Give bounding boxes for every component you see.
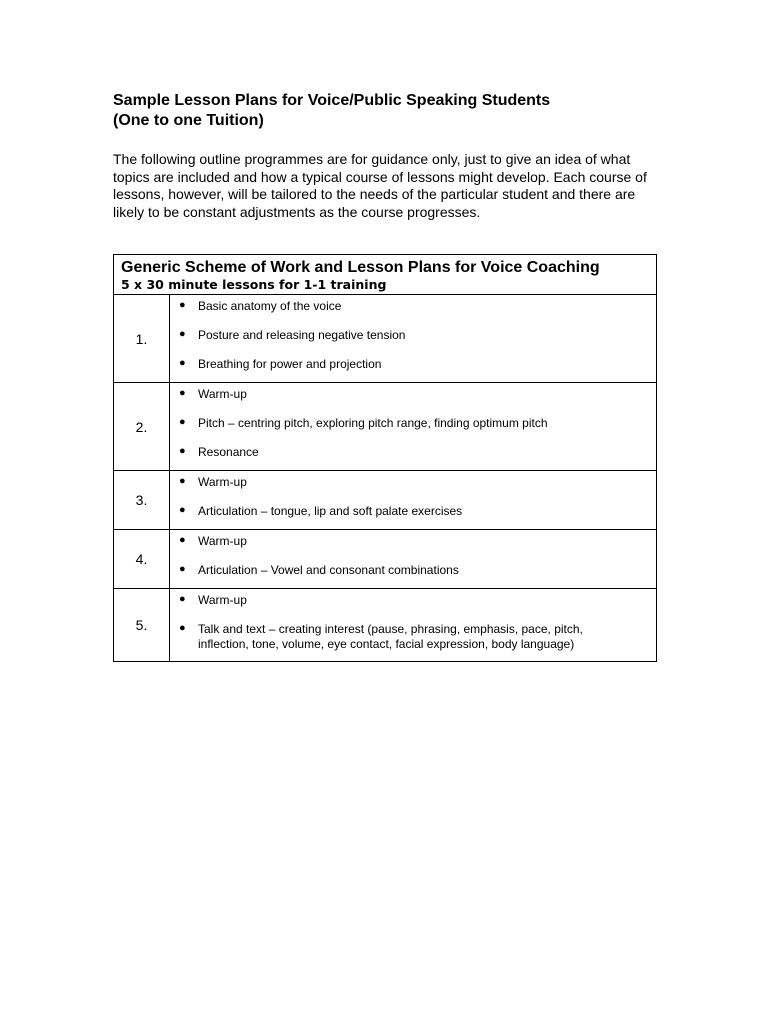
lesson-row bbox=[114, 589, 657, 662]
lesson-item-text: Warm-up bbox=[198, 387, 247, 401]
lesson-item bbox=[170, 357, 656, 372]
bullet-icon: ● bbox=[179, 416, 186, 428]
lesson-item-text: Breathing for power and projection bbox=[198, 357, 382, 371]
lesson-item bbox=[170, 475, 656, 490]
lesson-item-text: Articulation – tongue, lip and soft palate exercises bbox=[198, 504, 463, 518]
lesson-item-text: Posture and releasing negative tension bbox=[198, 328, 406, 342]
lesson-row bbox=[114, 295, 657, 383]
document-title-line-2: (One to one Tuition) bbox=[113, 112, 264, 129]
lesson-item-list bbox=[170, 475, 656, 519]
intro-paragraph: The following outline programmes are for guidance only, just to give an idea of what topics are included and how a typical course of lessons might develop. Each course of lessons, however, will be tailored to the needs of the particular student and there are likely to be constant adjustments as the course progresses. bbox=[113, 151, 647, 220]
lesson-item bbox=[170, 622, 656, 652]
bullet-icon: ● bbox=[179, 475, 186, 487]
lesson-item-list bbox=[170, 299, 656, 372]
bullet-icon: ● bbox=[179, 563, 186, 575]
lesson-item-text: Resonance bbox=[198, 445, 259, 459]
lesson-item bbox=[170, 445, 656, 460]
lesson-item bbox=[170, 504, 656, 519]
bullet-icon: ● bbox=[179, 445, 186, 457]
lesson-item-list bbox=[170, 387, 656, 460]
bullet-icon: ● bbox=[179, 534, 186, 546]
lesson-items-cell bbox=[170, 530, 657, 589]
lesson-item bbox=[170, 534, 656, 549]
lesson-items-cell bbox=[170, 295, 657, 383]
bullet-icon: ● bbox=[179, 622, 186, 634]
lesson-item-text: Warm-up bbox=[198, 534, 247, 548]
bullet-icon: ● bbox=[179, 504, 186, 516]
table-header-row bbox=[114, 255, 657, 295]
lesson-number: 4. bbox=[114, 530, 170, 589]
document-title-line-1: Sample Lesson Plans for Voice/Public Speaking Students bbox=[113, 92, 551, 109]
lesson-item-list bbox=[170, 534, 656, 578]
lesson-row bbox=[114, 471, 657, 530]
lesson-number: 1. bbox=[114, 295, 170, 383]
table-heading: Generic Scheme of Work and Lesson Plans for Voice Coaching bbox=[121, 259, 600, 276]
lesson-items-cell bbox=[170, 589, 657, 662]
lesson-item bbox=[170, 387, 656, 402]
lesson-item bbox=[170, 328, 656, 343]
lesson-item bbox=[170, 299, 656, 314]
lesson-item-text: Articulation – Vowel and consonant combinations bbox=[198, 563, 459, 577]
lesson-item-text: Warm-up bbox=[198, 475, 247, 489]
bullet-icon: ● bbox=[179, 593, 186, 605]
bullet-icon: ● bbox=[179, 357, 186, 369]
lesson-plan-table bbox=[113, 254, 657, 662]
bullet-icon: ● bbox=[179, 328, 186, 340]
lesson-item-text: Warm-up bbox=[198, 593, 247, 607]
document-title bbox=[113, 91, 673, 131]
lesson-number: 5. bbox=[114, 589, 170, 662]
table-header-cell bbox=[114, 255, 657, 295]
lesson-row bbox=[114, 530, 657, 589]
lesson-row bbox=[114, 383, 657, 471]
bullet-icon: ● bbox=[179, 299, 186, 311]
lesson-item-text: Pitch – centring pitch, exploring pitch range, finding optimum pitch bbox=[198, 416, 548, 430]
lesson-item bbox=[170, 416, 656, 431]
lesson-item-list bbox=[170, 593, 656, 652]
lesson-item bbox=[170, 563, 656, 578]
lesson-items-cell bbox=[170, 471, 657, 530]
lesson-number: 2. bbox=[114, 383, 170, 471]
lesson-item bbox=[170, 593, 656, 608]
bullet-icon: ● bbox=[179, 387, 186, 399]
lesson-number: 3. bbox=[114, 471, 170, 530]
lesson-item-text: Talk and text – creating interest (pause, phrasing, emphasis, pace, pitch, inflection, tone, volume, eye contact, facial expression, body language) bbox=[198, 622, 583, 651]
table-subheading: 5 x 30 minute lessons for 1-1 training bbox=[121, 277, 387, 292]
lesson-item-text: Basic anatomy of the voice bbox=[198, 299, 342, 313]
lesson-items-cell bbox=[170, 383, 657, 471]
